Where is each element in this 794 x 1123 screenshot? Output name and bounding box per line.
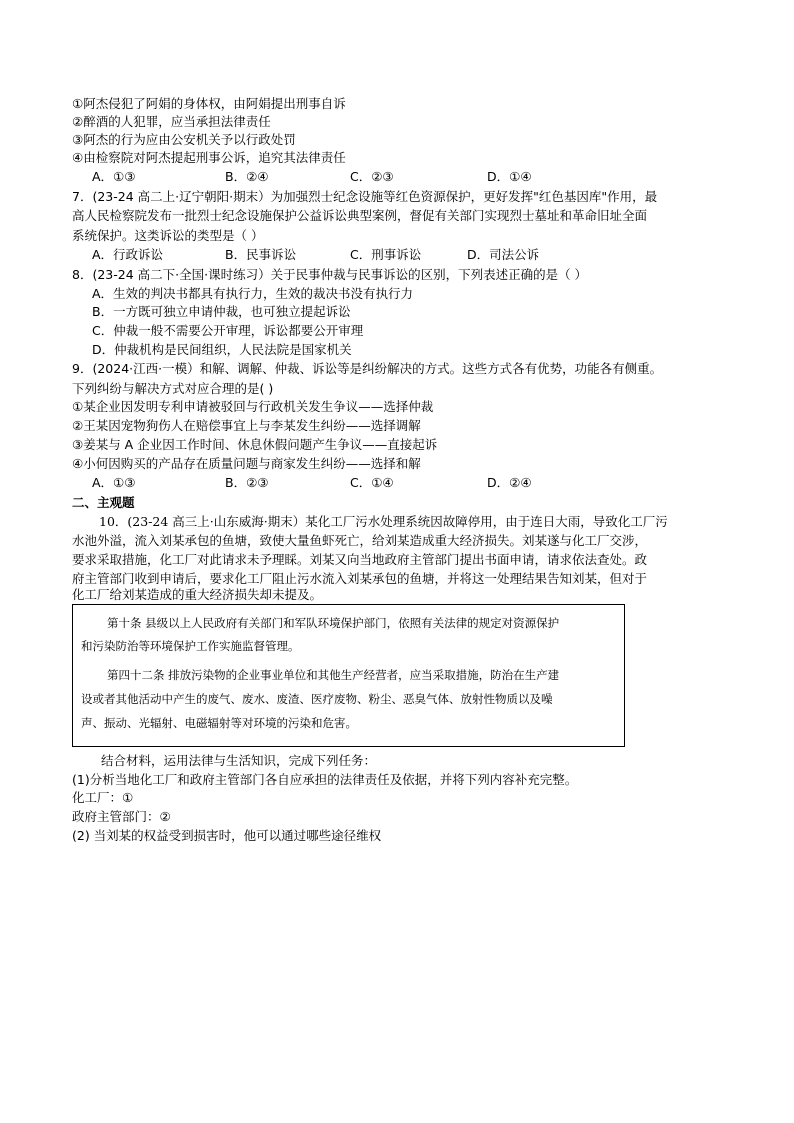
factory-answer: 化工厂：① [72, 790, 134, 805]
q10-line-4: 府主管部门收到申请后，要求化工厂阻止污水流入刘某承包的鱼塘，并将这一处理结果告知刘某，但对于 [72, 571, 648, 586]
statement-1: ①阿杰侵犯了阿娟的身体权，由阿娟提出刑事自诉 [72, 96, 346, 111]
law-article-42-line-1: 第四十二条 排放污染物的企业事业单位和其他生产经营者，应当采取措施，防治在生产建 [107, 668, 560, 682]
task-intro: 结合材料，运用法律与生活知识，完成下列任务： [101, 753, 377, 768]
q10-line-1: 10．(23-24 高三上·山东威海·期末）某化工厂污水处理系统因故障停用，由于连日大雨，导致化工厂污 [99, 514, 668, 529]
q9-statement-2: ②王某因宠物狗伤人在赔偿事宜上与李某发生纠纷——选择调解 [72, 418, 421, 433]
law-article-42-line-2: 设或者其他活动中产生的废气、废水、废渣、医疗废物、粉尘、恶臭气体、放射性物质以及噪 [81, 692, 553, 706]
q9-line-1: 9．(2024·江西·一模）和解、调解、仲裁、诉讼等是纠纷解决的方式。这些方式各有优势，功能各有侧重。 [72, 361, 663, 376]
q8-option-b: B．一方既可独立申请仲裁，也可独立提起诉讼 [92, 304, 351, 319]
q10-line-2: 水池外溢，流入刘某承包的鱼塘，致使大量鱼虾死亡，给刘某造成重大经济损失。刘某遂与化工厂交涉， [72, 533, 648, 548]
statement-3: ③阿杰的行为应由公安机关予以行政处罚 [72, 132, 296, 147]
q9-statement-1: ①某企业因发明专利申请被驳回与行政机关发生争议——选择仲裁 [72, 399, 434, 414]
q9-option-a: A．①③ [92, 475, 136, 490]
q7-line-1: 7．(23-24 高二上·辽宁朝阳·期末）为加强烈士纪念设施等红色资源保护，更好发挥"红色基因库"作用，最 [72, 189, 658, 204]
q9-option-d: D．②④ [487, 475, 532, 490]
q7-option-c: C．刑事诉讼 [350, 247, 422, 262]
option-b: B．②④ [225, 169, 269, 184]
q8-option-d: D．仲裁机构是民间组织，人民法院是国家机关 [92, 342, 352, 357]
q8-line: 8．(23-24 高二下·全国·课时练习）关于民事仲裁与民事诉讼的区别，下列表述正确的是（ ） [72, 267, 588, 282]
q9-option-c: C．①④ [350, 475, 394, 490]
q9-statement-3: ③姜某与 A 企业因工作时间、休息休假问题产生争议——直接起诉 [72, 437, 438, 452]
law-excerpt-box [72, 604, 625, 747]
q9-line-2: 下列纠纷与解决方式对应合理的是( ) [72, 381, 274, 396]
q7-option-a: A．行政诉讼 [92, 247, 164, 262]
gov-answer: 政府主管部门：② [72, 809, 171, 824]
q10-line-3: 要求采取措施，化工厂对此请求未予理睬。刘某又向当地政府主管部门提出书面申请，请求依法查处。政 [72, 552, 648, 567]
task-2: (2) 当刘某的权益受到损害时，他可以通过哪些途径维权 [72, 828, 382, 843]
q7-option-b: B．民事诉讼 [225, 247, 297, 262]
option-a: A．①③ [92, 169, 136, 184]
q8-option-a: A．生效的判决书都具有执行力，生效的裁决书没有执行力 [92, 286, 414, 301]
q8-option-c: C．仲裁一般不需要公开审理，诉讼都要公开审理 [92, 323, 364, 338]
q7-option-d: D．司法公诉 [467, 247, 540, 262]
statement-2: ②醉酒的人犯罪，应当承担法律责任 [72, 114, 271, 129]
q7-line-3: 系统保护。这类诉讼的类型是（ ） [72, 228, 264, 243]
q7-line-2: 高人民检察院发布一批烈士纪念设施保护公益诉讼典型案例，督促有关部门实现烈士墓址和革命旧址全面 [72, 208, 648, 223]
law-article-42-line-3: 声、振动、光辐射、电磁辐射等对环境的污染和危害。 [81, 716, 357, 730]
section-heading: 二、主观题 [72, 495, 135, 510]
q9-statement-4: ④小何因购买的产品存在质量问题与商家发生纠纷——选择和解 [72, 456, 421, 471]
q10-line-5: 化工厂给刘某造成的重大经济损失却未提及。 [72, 587, 323, 602]
option-c: C．②③ [350, 169, 394, 184]
statement-4: ④由检察院对阿杰提起刑事公诉，追究其法律责任 [72, 150, 346, 165]
task-1: (1)分析当地化工厂和政府主管部门各自应承担的法律责任及依据，并将下列内容补充完整。 [72, 772, 578, 787]
law-article-10-line-1: 第十条 县级以上人民政府有关部门和军队环境保护部门，依照有关法律的规定对资源保护 [107, 616, 560, 630]
law-article-10-line-2: 和污染防治等环境保护工作实施监督管理。 [81, 639, 300, 653]
q9-option-b: B．②③ [225, 475, 269, 490]
option-d: D．①④ [487, 169, 532, 184]
